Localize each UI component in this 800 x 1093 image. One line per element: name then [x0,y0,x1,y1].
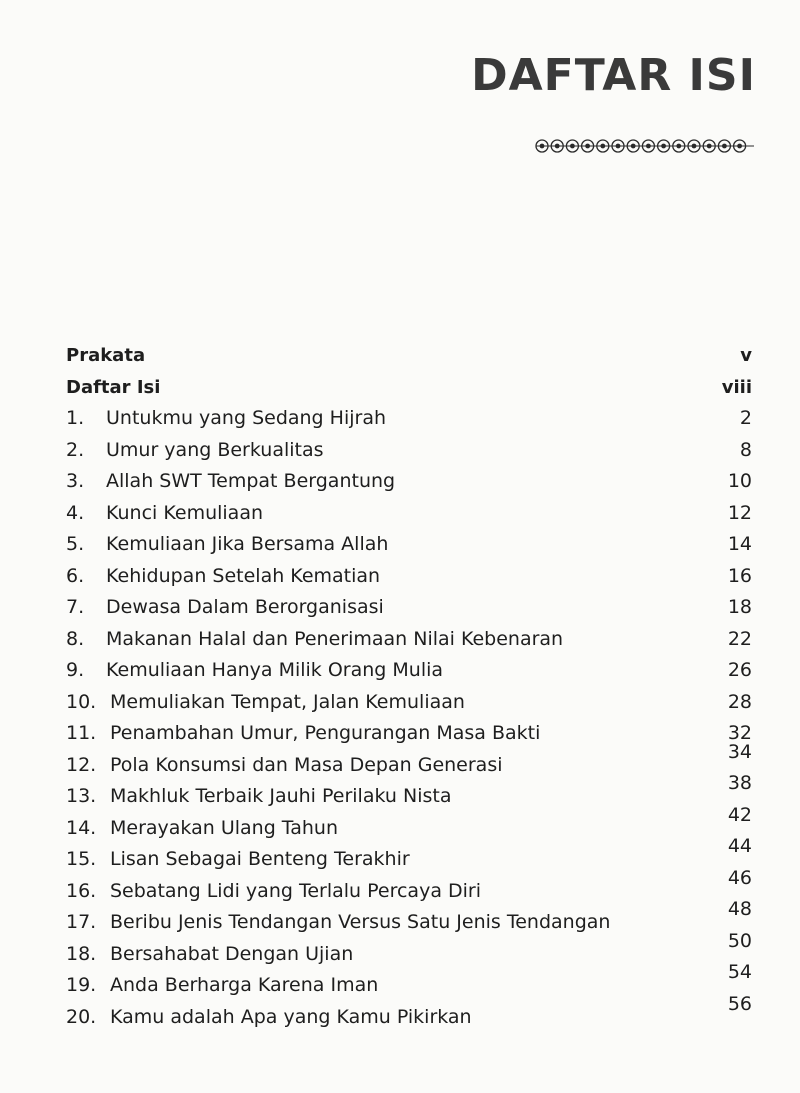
toc-entry-page: 56 [727,992,752,1015]
toc-entry[interactable] [66,992,752,1034]
toc-entry-title: Makhluk Terbaik Jauhi Perilaku Nista [110,785,452,807]
toc-entry[interactable] [66,866,752,908]
toc-entry-title: Kemuliaan Jika Bersama Allah [106,533,389,555]
toc-entry[interactable] [66,498,752,530]
toc-entry[interactable] [66,718,752,750]
toc-entry-page: 16 [727,564,752,587]
toc-entry-number: 2. [66,438,85,461]
toc-entry-title: Kehidupan Setelah Kematian [106,564,381,587]
toc-entry-number: 5. [66,533,85,555]
page-title: DAFTAR ISI [471,50,756,101]
toc-entry-number: 3. [66,470,85,492]
toc-entry[interactable] [66,961,752,1002]
toc-entry[interactable] [66,435,752,467]
toc-entry-number: 6. [66,564,85,587]
toc-entry-number: 8. [66,627,85,650]
toc-entry-title: Lisan Sebagai Benteng Terakhir [110,848,410,870]
toc-entry[interactable] [66,898,752,939]
toc-entry-number: 1. [66,407,85,429]
toc-entry-title: Allah SWT Tempat Bergantung [106,470,396,492]
toc-entry-page: 38 [727,772,752,794]
toc-entry-number: 14. [66,816,97,839]
toc-entry[interactable] [66,529,752,561]
toc-entry-title: Beribu Jenis Tendangan Versus Satu Jenis Tendangan [110,911,611,933]
toc-entry-number: 4. [66,501,85,524]
toc-entry-title: Anda Berharga Karena Iman [110,974,379,996]
toc-entry-number: 13. [66,785,97,807]
toc-entry-title: Merayakan Ulang Tahun [110,816,339,839]
toc-entry-title: Pola Konsumsi dan Masa Depan Generasi [110,753,503,776]
toc-entry[interactable] [66,592,752,624]
toc-entry-number: 10. [66,690,97,713]
toc-entry[interactable] [66,466,752,498]
toc-entry-number: 19. [66,974,97,996]
toc-entry[interactable] [66,687,752,719]
toc-entry-number: 12. [66,753,97,776]
toc-entry-title: Makanan Halal dan Penerimaan Nilai Kebenaran [106,627,564,650]
toc-entry-page: 44 [727,835,752,857]
chapter-list [66,403,752,1033]
toc-entry-title: Dewasa Dalam Berorganisasi [106,596,384,618]
toc-entry-page: 10 [727,470,752,492]
toc-entry[interactable] [66,403,752,435]
toc-entry-page: 26 [727,659,752,681]
toc-entry-title: Memuliakan Tempat, Jalan Kemuliaan [110,690,465,713]
toc-entry-title: Kemuliaan Hanya Milik Orang Mulia [106,659,444,681]
toc-entry[interactable] [66,655,752,687]
toc-entry-page: 22 [727,627,752,650]
toc-entry[interactable] [66,561,752,593]
toc-entry[interactable] [66,929,752,971]
toc-entry-title: Kamu adalah Apa yang Kamu Pikirkan [110,1005,472,1028]
toc-entry-title: Penambahan Umur, Pengurangan Masa Bakti [110,722,541,744]
toc-entry-page: 50 [727,929,752,952]
toc-entry-page: 46 [727,866,752,889]
toc-entry[interactable] [66,803,752,845]
toc-entry-title: Sebatang Lidi yang Terlalu Percaya Diri [110,879,482,902]
toc-entry[interactable] [66,624,752,656]
toc-entry[interactable] [66,835,752,876]
toc-entry-title: Kunci Kemuliaan [106,501,264,524]
toc-entry-number: 7. [66,596,85,618]
toc-entry-page: 48 [727,898,752,920]
toc-entry-title: Daftar Isi [66,376,161,398]
toc-entry-title: Untukmu yang Sedang Hijrah [106,407,386,429]
toc-entry-page: 2 [739,407,752,429]
toc-entry-number: 15. [66,848,97,870]
toc-entry-number: 20. [66,1005,97,1028]
toc-entry-page: 42 [727,803,752,826]
toc-entry-number: 18. [66,942,97,965]
toc-entry-page: 54 [727,961,752,983]
toc-entry-title: Bersahabat Dengan Ujian [110,942,354,965]
toc-entry-page: 18 [727,596,752,618]
toc-entry-page: 34 [727,740,752,763]
toc-entry-number: 17. [66,911,97,933]
toc-entry-daftar-isi[interactable] [66,372,752,404]
toc-entry-page: 28 [727,690,752,713]
toc-entry-title: Prakata [66,345,146,366]
toc-entry-page: v [740,345,752,366]
toc-entry-page: 12 [727,501,752,524]
toc-entry-prakata[interactable] [66,340,752,372]
toc-entry[interactable] [66,740,752,782]
table-of-contents [66,340,752,1033]
toc-entry-page: viii [721,376,752,398]
toc-entry-number: 9. [66,659,85,681]
toc-entry[interactable] [66,772,752,813]
toc-entry-page: 8 [739,438,752,461]
toc-entry-number: 16. [66,879,97,902]
toc-entry-page: 32 [727,722,752,744]
toc-entry-page: 14 [727,533,752,555]
toc-entry-number: 11. [66,722,97,744]
ornament-divider-icon [534,134,756,158]
toc-entry-title: Umur yang Berkualitas [106,438,324,461]
